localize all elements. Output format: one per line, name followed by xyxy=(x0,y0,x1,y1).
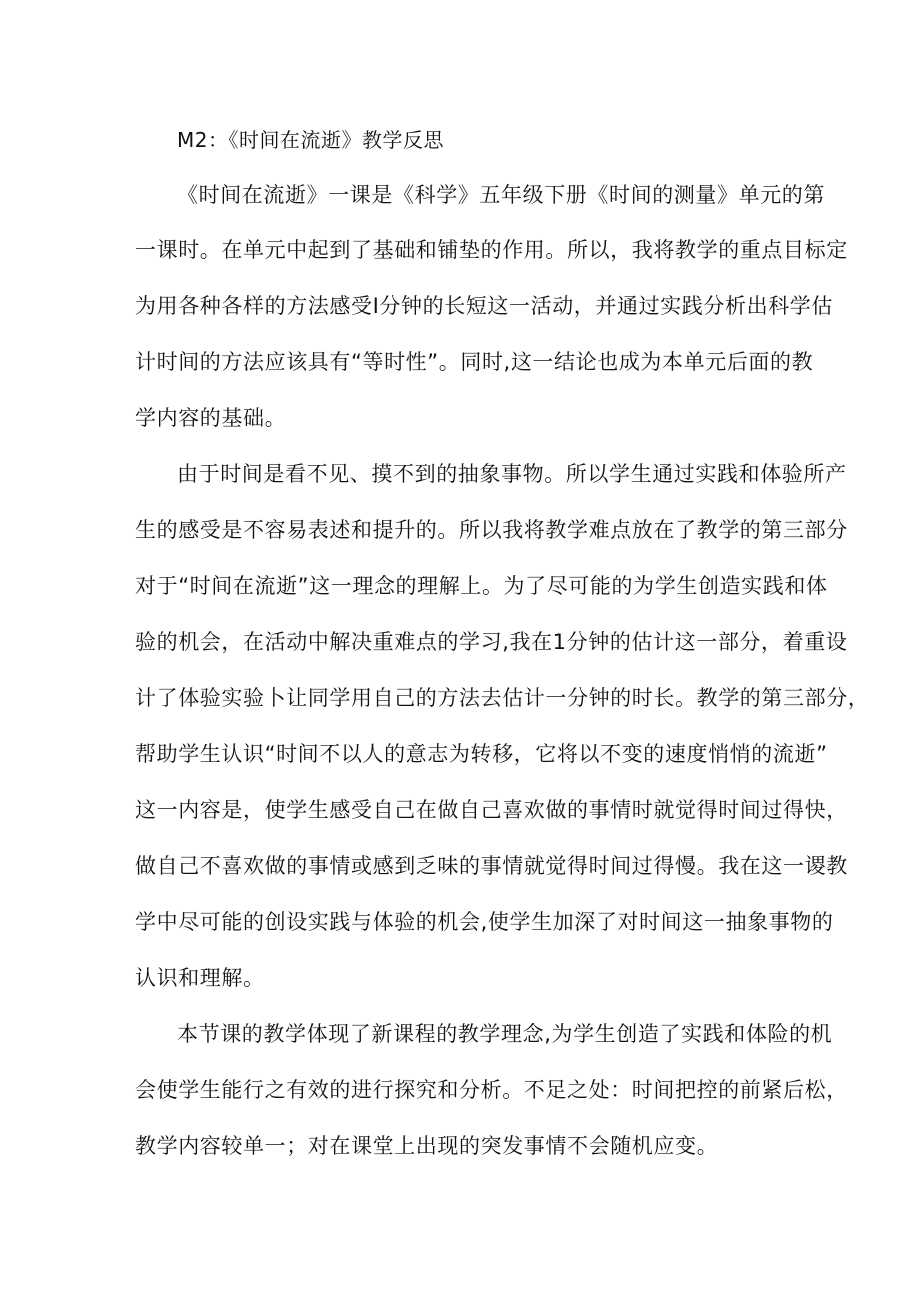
paragraph-2-line-5: 计了体验实验卜让同学用自己的方法去估计一分钟的时长。教学的第三部分， xyxy=(135,686,870,710)
paragraph-1-line-1: 《时间在流逝》一课是《科学》五年级下册《时间的测量》单元的第 xyxy=(177,183,825,207)
paragraph-1-line-3: 为用各种各样的方法感受I分钟的长短这一活动，并通过实践分析出科学估 xyxy=(135,294,833,318)
paragraph-3-line-3: 教学内容较单一；对在课堂上出现的突发事情不会随机应变。 xyxy=(135,1134,719,1158)
paragraph-3-line-2: 会使学生能行之有效的进行探究和分析。不足之处：时间把控的前紧后松， xyxy=(135,1078,848,1102)
paragraph-1-line-5: 学内容的基础。 xyxy=(135,406,287,430)
paragraph-1-line-2: 一课时。在单元中起到了基础和铺垫的作用。所以，我将教学的重点目标定 xyxy=(135,238,848,262)
paragraph-2-line-8: 做自己不喜欢做的事情或感到乏味的事情就觉得时间过得慢。我在这一谡教 xyxy=(135,854,848,878)
paragraph-2-line-3: 对于“时间在流逝”这一理念的理解上。为了尽可能的为学生创造实践和体 xyxy=(135,574,828,598)
paragraph-2-line-1: 由于时间是看不见、摸不到的抽象事物。所以学生通过实践和体验所产 xyxy=(177,462,847,486)
paragraph-2-line-4: 验的机会，在活动中解决重难点的学习,我在1分钟的估计这一部分，着重设 xyxy=(135,630,848,654)
paragraph-1-line-4: 计时间的方法应该具有“等时性”。同时,这一结论也成为本单元后面的教 xyxy=(135,350,814,374)
paragraph-2-line-9: 学中尽可能的创设实践与体验的机会,使学生加深了对时间这一抽象事物的 xyxy=(135,910,834,934)
paragraph-3-line-1: 本节课的教学体现了新课程的教学理念,为学生创造了实践和体险的机 xyxy=(177,1022,833,1046)
paragraph-2-line-2: 生的感受是不容易表述和提升的。所以我将教学难点放在了教学的第三部分 xyxy=(135,518,848,542)
document-title: M2：《时间在流逝》教学反思 xyxy=(177,128,444,152)
paragraph-2-line-6: 帮助学生认识“时间不以人的意志为转移，它将以不变的速度悄悄的流逝” xyxy=(135,742,828,766)
paragraph-2-line-10: 认识和理解。 xyxy=(135,966,265,990)
paragraph-2-line-7: 这一内容是，使学生感受自己在做自己喜欢做的事情时就觉得时间过得快， xyxy=(135,798,848,822)
